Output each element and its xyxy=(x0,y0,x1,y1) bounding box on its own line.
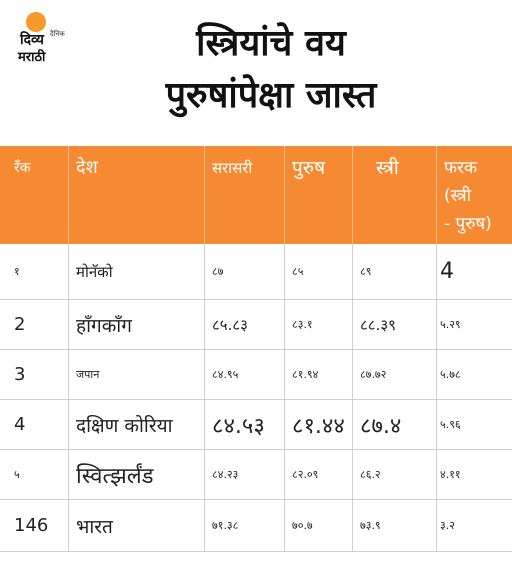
male-cell: ७०.७ xyxy=(292,519,313,532)
body-column-divider xyxy=(68,244,69,552)
title-line2: पुरुषांपेक्षा जास्त xyxy=(165,75,377,116)
difference-cell: ५.२९ xyxy=(440,318,461,331)
title-line1: स्त्रियांचे वय xyxy=(196,23,346,64)
difference-cell: ३.२ xyxy=(440,519,455,532)
header-difference xyxy=(444,146,512,244)
header-column-divider xyxy=(352,146,353,244)
difference-cell: ५.९६ xyxy=(440,418,461,431)
body-column-divider xyxy=(284,244,285,552)
female-cell: ८७.४ xyxy=(360,413,402,439)
sun-icon xyxy=(26,12,46,32)
difference-cell: ४.११ xyxy=(440,468,461,481)
difference-cell: ५.७८ xyxy=(440,368,461,381)
male-cell: ८५ xyxy=(292,265,304,278)
country-cell: मोनॅको xyxy=(76,262,113,281)
difference-cell: 4 xyxy=(440,259,454,284)
body-column-divider xyxy=(352,244,353,552)
header-diff-line2: (स्त्री xyxy=(444,186,472,206)
country-cell: हाँगकाँग xyxy=(76,314,132,337)
rank-cell: 3 xyxy=(14,364,26,385)
page-title xyxy=(70,18,472,122)
header-average: सरासरी xyxy=(212,159,253,177)
country-cell: जपान xyxy=(76,368,100,381)
life-expectancy-table xyxy=(0,146,512,556)
country-cell: दक्षिण कोरिया xyxy=(76,414,173,437)
header-diff-line3: - पुरुष) xyxy=(444,214,492,234)
rank-cell: 146 xyxy=(14,515,49,536)
rank-cell: 4 xyxy=(14,414,26,435)
female-cell: ८८.३९ xyxy=(360,315,396,334)
male-cell: ८१.९४ xyxy=(292,368,319,381)
male-cell: ८२.०९ xyxy=(292,468,319,481)
female-cell: ७३.९ xyxy=(360,519,381,532)
header-column-divider xyxy=(68,146,69,244)
header-diff-line1: फरक xyxy=(444,158,478,178)
header-male: पुरुष xyxy=(292,157,326,179)
average-cell: ८५.८३ xyxy=(212,315,248,334)
average-cell: ८४.९५ xyxy=(212,368,239,381)
male-cell: ८३.१ xyxy=(292,318,313,331)
logo-line2: मराठी xyxy=(18,50,46,65)
male-cell: ८१.४४ xyxy=(292,413,345,439)
average-cell: ८४.५३ xyxy=(212,413,265,439)
rank-cell: 2 xyxy=(14,314,26,335)
female-cell: ८७.७२ xyxy=(360,368,387,381)
country-cell: भारत xyxy=(76,515,113,538)
header-country: देश xyxy=(76,157,98,178)
female-cell: ८६.२ xyxy=(360,468,381,481)
logo-line1: दिव्य xyxy=(20,32,44,48)
header-female: स्त्री xyxy=(376,157,399,179)
rank-cell: १ xyxy=(14,265,20,278)
divya-marathi-logo xyxy=(14,10,64,70)
body-column-divider xyxy=(204,244,205,552)
country-cell: स्वित्झर्लंड xyxy=(76,463,154,489)
header-rank: रँक xyxy=(14,160,31,176)
header-column-divider xyxy=(204,146,205,244)
female-cell: ८९ xyxy=(360,265,372,278)
average-cell: ७१.३८ xyxy=(212,519,239,532)
header-column-divider xyxy=(284,146,285,244)
rank-cell: ५ xyxy=(14,468,20,481)
average-cell: ८४.२३ xyxy=(212,468,239,481)
body-column-divider xyxy=(436,244,437,552)
logo-tagline: दैनिक xyxy=(50,30,65,38)
average-cell: ८७ xyxy=(212,265,224,278)
header-column-divider xyxy=(436,146,437,244)
